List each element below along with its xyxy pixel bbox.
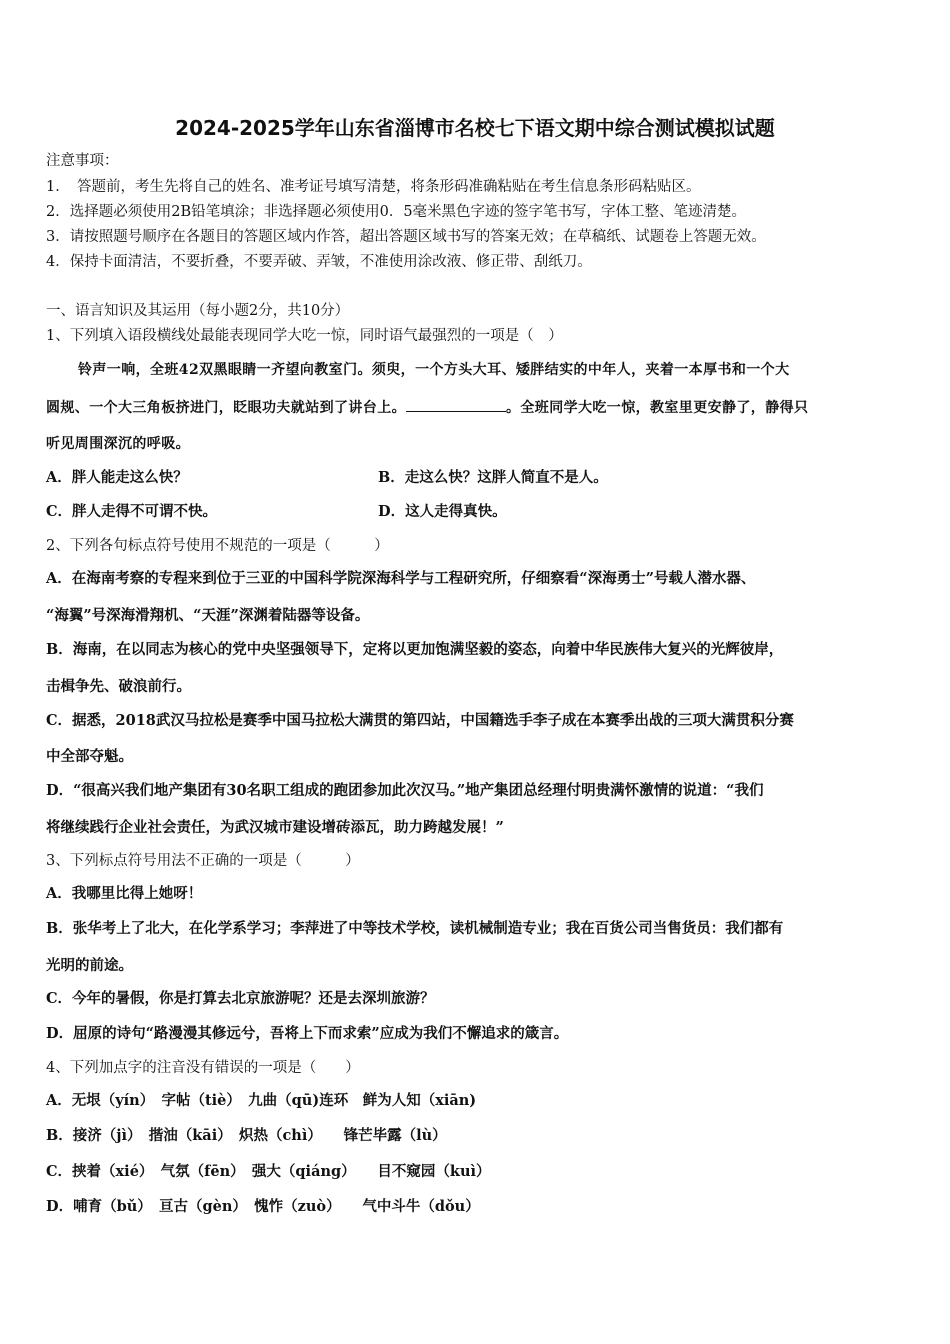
notice-heading: 注意事项：	[46, 153, 119, 169]
q4-option-c: C．挟着（xié） 气氛（fēn） 强大（qiáng） 目不窥园（kuì）	[46, 1163, 491, 1180]
q1-passage-line-3: 听见周围深沉的呼吸。	[46, 436, 190, 452]
q2-option-d-line-1: D．“很高兴我们地产集团有30名职工组成的跑团参加此次汉马。”地产集团总经理付明贵满怀激情的说道：“我们	[46, 782, 764, 799]
q2-option-a-line-2: “海翼”号深海滑翔机、“天涯”深渊着陆器等设备。	[46, 607, 370, 624]
notice-item-2: 2．选择题必须使用2B铅笔填涂；非选择题必须使用0．5毫米黑色字迹的签字笔书写，字体工整、笔迹清楚。	[46, 204, 747, 220]
q2-option-b-line-2: 击楫争先、破浪前行。	[46, 678, 191, 695]
q1-option-d: D．这人走得真快。	[378, 503, 507, 520]
q3-option-b-line-1: B．张华考上了北大，在化学系学习；李萍进了中等技术学校，读机械制造专业；我在百货公司当售货员：我们都有	[46, 920, 784, 937]
q1-passage-line-2b: 。全班同学大吃一惊，教室里更安静了，静得只	[506, 400, 809, 416]
q3-option-a: A．我哪里比得上她呀！	[46, 885, 203, 902]
q2-option-a-line-1: A．在海南考察的专程来到位于三亚的中国科学院深海科学与工程研究所，仔细察看“深海勇士”号载人潜水器、	[46, 570, 756, 587]
q1-passage-line-2a: 圆规、一个大三角板挤进门，眨眼功夫就站到了讲台上。	[46, 400, 406, 416]
notice-item-3: 3．请按照题号顺序在各题目的答题区域内作答，超出答题区域书写的答案无效；在草稿纸、试题卷上答题无效。	[46, 229, 766, 245]
q1-option-b: B．走这么快？这胖人简直不是人。	[378, 469, 608, 486]
q1-stem: 1、下列填入语段横线处最能表现同学大吃一惊，同时语气最强烈的一项是（ ）	[46, 328, 563, 344]
q1-passage-line-2	[46, 397, 808, 418]
q1-blank	[406, 397, 506, 412]
q2-option-c-line-1: C．据悉，2018武汉马拉松是赛季中国马拉松大满贯的第四站，中国籍选手李子成在本赛季出战的三项大满贯积分赛	[46, 712, 794, 729]
q2-stem: 2、下列各句标点符号使用不规范的一项是（ ）	[46, 538, 389, 554]
notice-item-4: 4．保持卡面清洁，不要折叠，不要弄破、弄皱，不准使用涂改液、修正带、刮纸刀。	[46, 254, 592, 270]
q2-option-b-line-1: B．海南，在以同志为核心的党中央坚强领导下，定将以更加饱满坚毅的姿态，向着中华民族伟大复兴的光辉彼岸，	[46, 641, 784, 658]
q1-option-a: A．胖人能走这么快？	[46, 469, 188, 486]
notice-item-1: 1． 答题前，考生先将自己的姓名、准考证号填写清楚，将条形码准确粘贴在考生信息条形码粘贴区。	[46, 179, 701, 195]
q4-option-b: B．接济（jì） 揩油（kāi） 炽热（chì） 锋芒毕露（lù）	[46, 1127, 447, 1144]
q3-stem: 3、下列标点符号用法不正确的一项是（ ）	[46, 853, 360, 869]
section-heading: 一、语言知识及其运用（每小题2分，共10分）	[46, 303, 350, 319]
q2-option-d-line-2: 将继续践行企业社会责任，为武汉城市建设增砖添瓦，助力跨越发展！”	[46, 819, 504, 836]
q1-option-c: C．胖人走得不可谓不快。	[46, 503, 218, 520]
q4-option-a: A．无垠（yín） 字帖（tiè） 九曲（qū)连环 鲜为人知（xiān)	[46, 1092, 477, 1109]
q3-option-d: D．屈原的诗句“路漫漫其修远兮，吾将上下而求索”应成为我们不懈追求的箴言。	[46, 1025, 569, 1042]
q2-option-c-line-2: 中全部夺魁。	[46, 748, 133, 765]
q4-option-d: D．哺育（bǔ） 亘古（gèn） 愧怍（zuò） 气中斗牛（dǒu）	[46, 1198, 480, 1215]
q3-option-b-line-2: 光明的前途。	[46, 957, 133, 974]
q1-passage-line-1: 铃声一响，全班42双黑眼睛一齐望向教室门。须臾，一个方头大耳、矮胖结实的中年人，夹着一本厚书和一个大	[78, 362, 790, 378]
q3-option-c: C．今年的暑假，你是打算去北京旅游呢？还是去深圳旅游？	[46, 990, 435, 1007]
q4-stem: 4、下列加点字的注音没有错误的一项是（ ）	[46, 1060, 360, 1076]
page-title: 2024-2025学年山东省淄博市名校七下语文期中综合测试模拟试题	[175, 116, 775, 140]
